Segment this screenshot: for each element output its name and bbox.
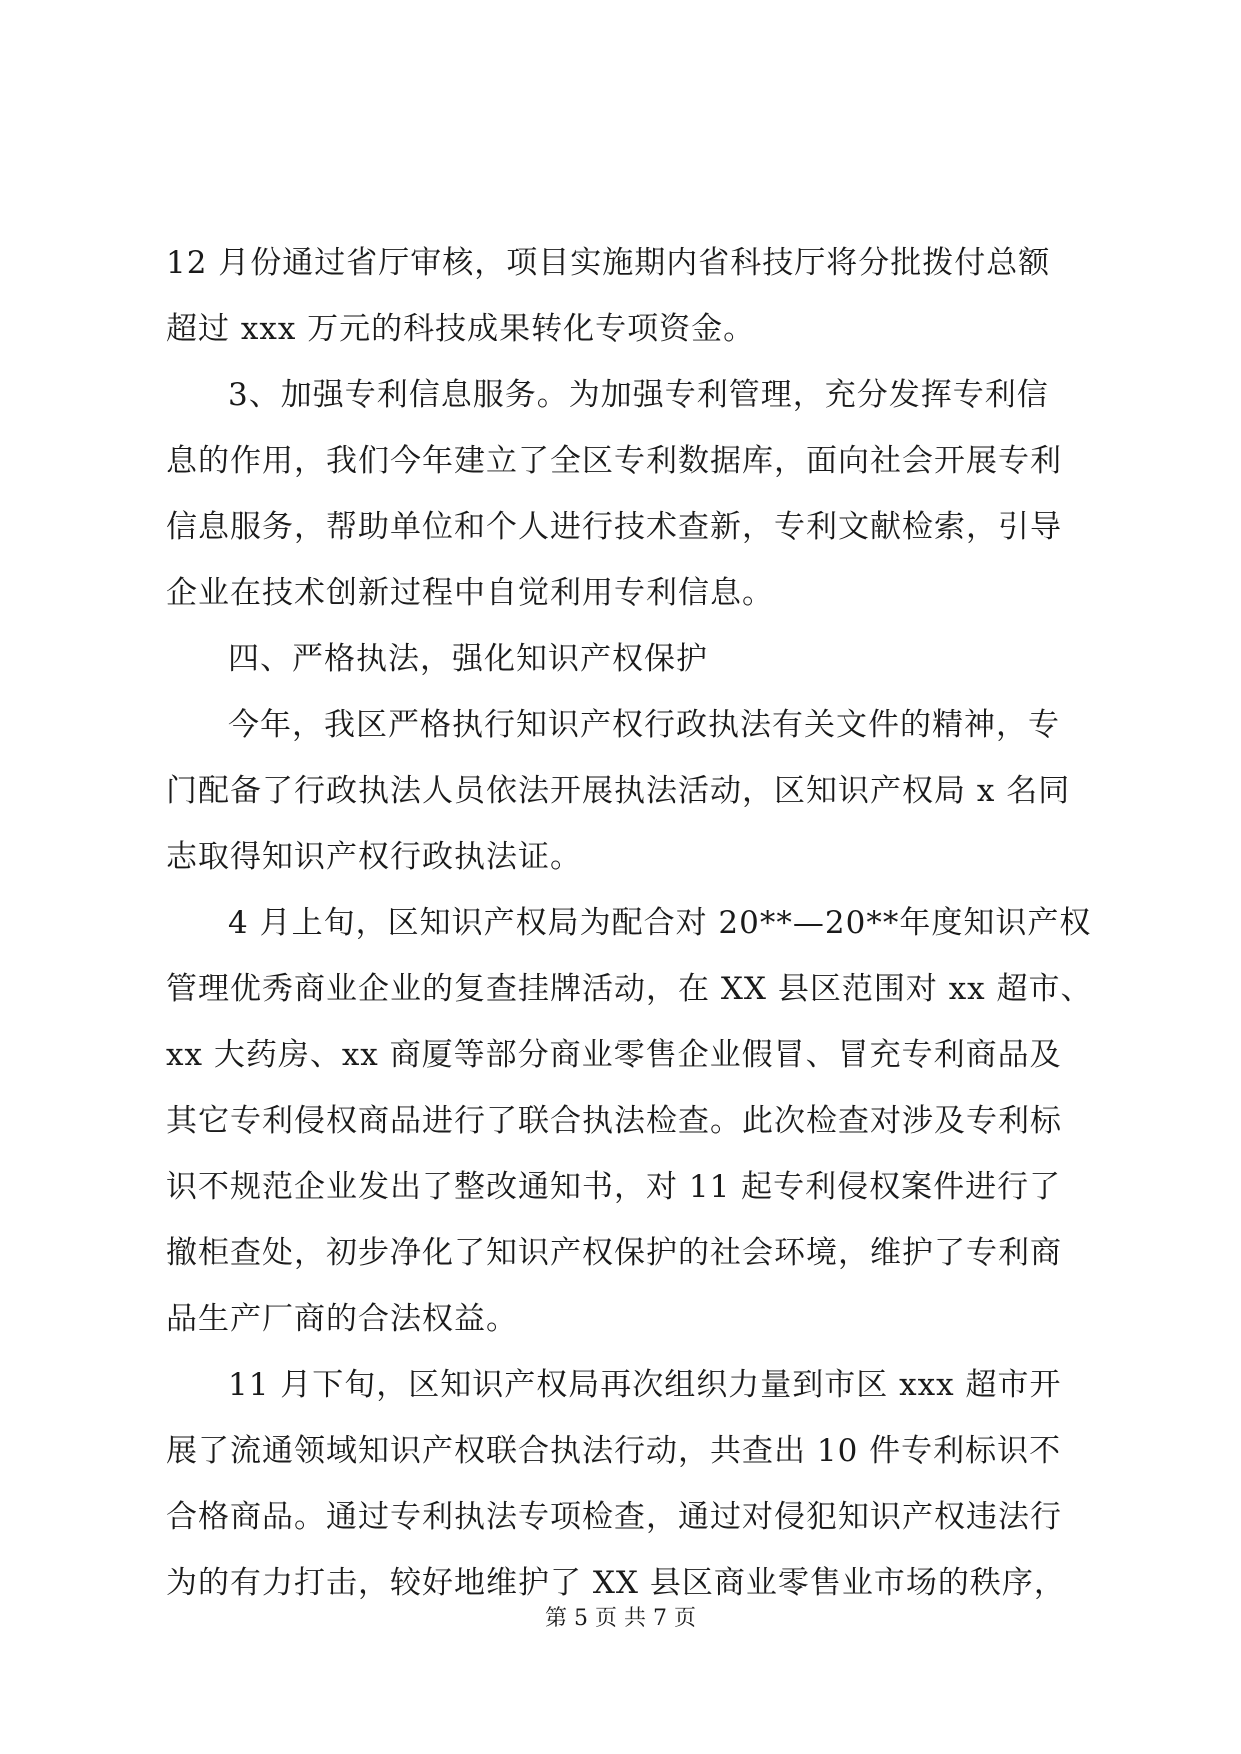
text-line: 息的作用，我们今年建立了全区专利数据库，面向社会开展专利 <box>166 443 1062 479</box>
text-line: 3、加强专利信息服务。为加强专利管理，充分发挥专利信 <box>228 377 1049 413</box>
text-line: 今年，我区严格执行知识产权行政执法有关文件的精神，专 <box>228 707 1060 743</box>
text-line: 四、严格执法，强化知识产权保护 <box>228 641 708 677</box>
text-line: 合格商品。通过专利执法专项检查，通过对侵犯知识产权违法行 <box>166 1499 1062 1535</box>
text-line: 撤柜查处，初步净化了知识产权保护的社会环境，维护了专利商 <box>166 1235 1062 1271</box>
document-body <box>166 230 1093 1616</box>
text-line: xx 大药房、xx 商厦等部分商业零售企业假冒、冒充专利商品及 <box>166 1037 1062 1073</box>
text-line: 为的有力打击，较好地维护了 XX 县区商业零售业市场的秩序， <box>166 1565 1066 1601</box>
text-line: 展了流通领域知识产权联合执法行动，共查出 10 件专利标识不 <box>166 1433 1062 1469</box>
text-line: 品生产厂商的合法权益。 <box>166 1301 518 1337</box>
text-line: 12 月份通过省厅审核，项目实施期内省科技厅将分批拨付总额 <box>166 245 1051 281</box>
text-line: 信息服务，帮助单位和个人进行技术查新，专利文献检索，引导 <box>166 509 1062 545</box>
text-line: 识不规范企业发出了整改通知书，对 11 起专利侵权案件进行了 <box>166 1169 1062 1205</box>
page-footer: 第 5 页 共 7 页 <box>545 1606 696 1631</box>
text-line: 超过 xxx 万元的科技成果转化专项资金。 <box>166 311 756 347</box>
text-line: 门配备了行政执法人员依法开展执法活动，区知识产权局 x 名同 <box>166 773 1071 809</box>
text-line: 管理优秀商业企业的复查挂牌活动，在 XX 县区范围对 xx 超市、 <box>166 971 1093 1007</box>
text-line: 4 月上旬，区知识产权局为配合对 20**—20**年度知识产权 <box>228 905 1092 941</box>
text-line: 企业在技术创新过程中自觉利用专利信息。 <box>166 575 774 611</box>
text-line: 其它专利侵权商品进行了联合执法检查。此次检查对涉及专利标 <box>166 1103 1062 1139</box>
text-line: 志取得知识产权行政执法证。 <box>166 839 582 875</box>
text-line: 11 月下旬，区知识产权局再次组织力量到市区 xxx 超市开 <box>228 1367 1062 1403</box>
